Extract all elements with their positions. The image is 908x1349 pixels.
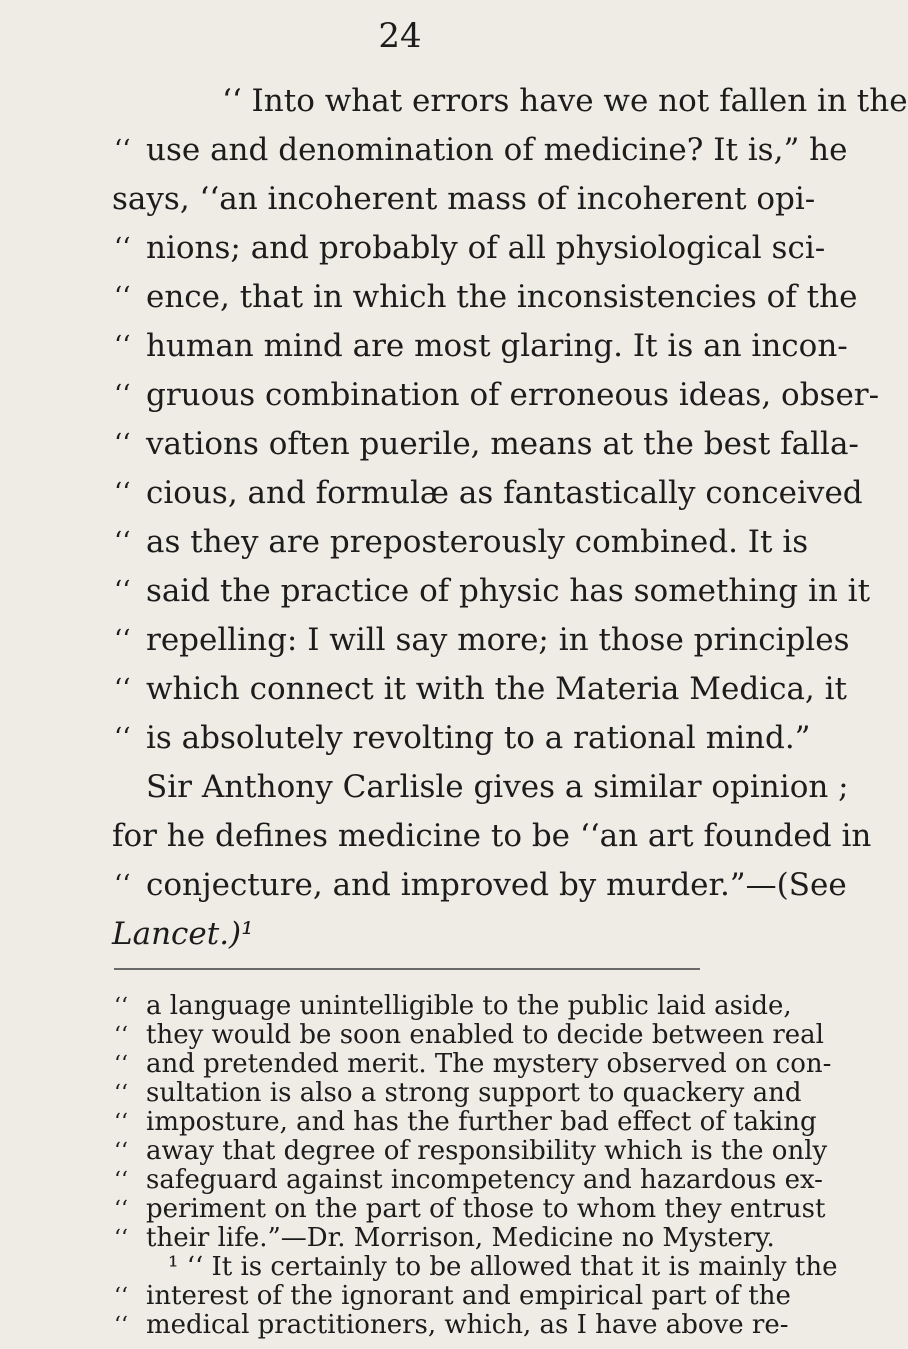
text-line: says, ‘‘an incoherent mass of incoherent opi- [112, 181, 816, 217]
text-line: for he defines medicine to be ‘‘an art founded in [112, 818, 872, 854]
text-line: ‘‘ said the practice of physic has something in it [114, 573, 871, 609]
text-line: ‘‘ cious, and formulæ as fantastically conceived [114, 475, 863, 511]
text-line: ‘‘ human mind are most glaring. It is an incon- [114, 328, 848, 364]
text-line: ‘‘ repelling: I will say more; in those principles [114, 622, 850, 658]
text-line: ‘‘ ence, that in which the inconsistencies of the [114, 279, 858, 315]
text-line: ‘‘ nions; and probably of all physiological sci- [114, 230, 826, 266]
text-line: ‘‘ gruous combination of erroneous ideas, obser- [114, 377, 880, 413]
page-number: 24 [378, 16, 422, 56]
text-line: ‘‘ Into what errors have we not fallen in the [222, 83, 908, 119]
footnote-line: ‘‘ periment on the part of those to whom they entrust [114, 1194, 826, 1224]
text-line: ‘‘ is absolutely revolting to a rational mind.” [114, 720, 811, 756]
footnote-line: ‘‘ they would be soon enabled to decide between real [114, 1020, 824, 1050]
text-line: Lancet.)¹ [112, 916, 254, 952]
footnote-line: ‘‘ safeguard against incompetency and hazardous ex- [114, 1165, 823, 1195]
footnote-line: ‘‘ away that degree of responsibility which is the only [114, 1136, 828, 1166]
footnote-line: ‘‘ a language unintelligible to the public laid aside, [114, 991, 792, 1021]
footnote-divider [114, 968, 700, 970]
footnote-line: ¹ ‘‘ It is certainly to be allowed that it is mainly the [168, 1252, 838, 1282]
footnote-line: ‘‘ medical practitioners, which, as I have above re- [114, 1310, 789, 1340]
text-line: ‘‘ conjecture, and improved by murder.”—(See [114, 867, 847, 903]
text-line: ‘‘ use and denomination of medicine? It is,” he [114, 132, 848, 168]
text-line: ‘‘ which connect it with the Materia Medica, it [114, 671, 848, 707]
text-line: Sir Anthony Carlisle gives a similar opinion ; [146, 769, 849, 805]
footnote-line: ‘‘ and pretended merit. The mystery observed on con- [114, 1049, 832, 1079]
footnote-line: ‘‘ interest of the ignorant and empirical part of the [114, 1281, 791, 1311]
footnote-line: ‘‘ sultation is also a strong support to quackery and [114, 1078, 802, 1108]
footnote-line: ‘‘ their life.”—Dr. Morrison, Medicine no Mystery. [114, 1223, 775, 1253]
text-line: ‘‘ vations often puerile, means at the best falla- [114, 426, 859, 462]
text-line: ‘‘ as they are preposterously combined. It is [114, 524, 809, 560]
footnote-line: ‘‘ imposture, and has the further bad effect of taking [114, 1107, 817, 1137]
